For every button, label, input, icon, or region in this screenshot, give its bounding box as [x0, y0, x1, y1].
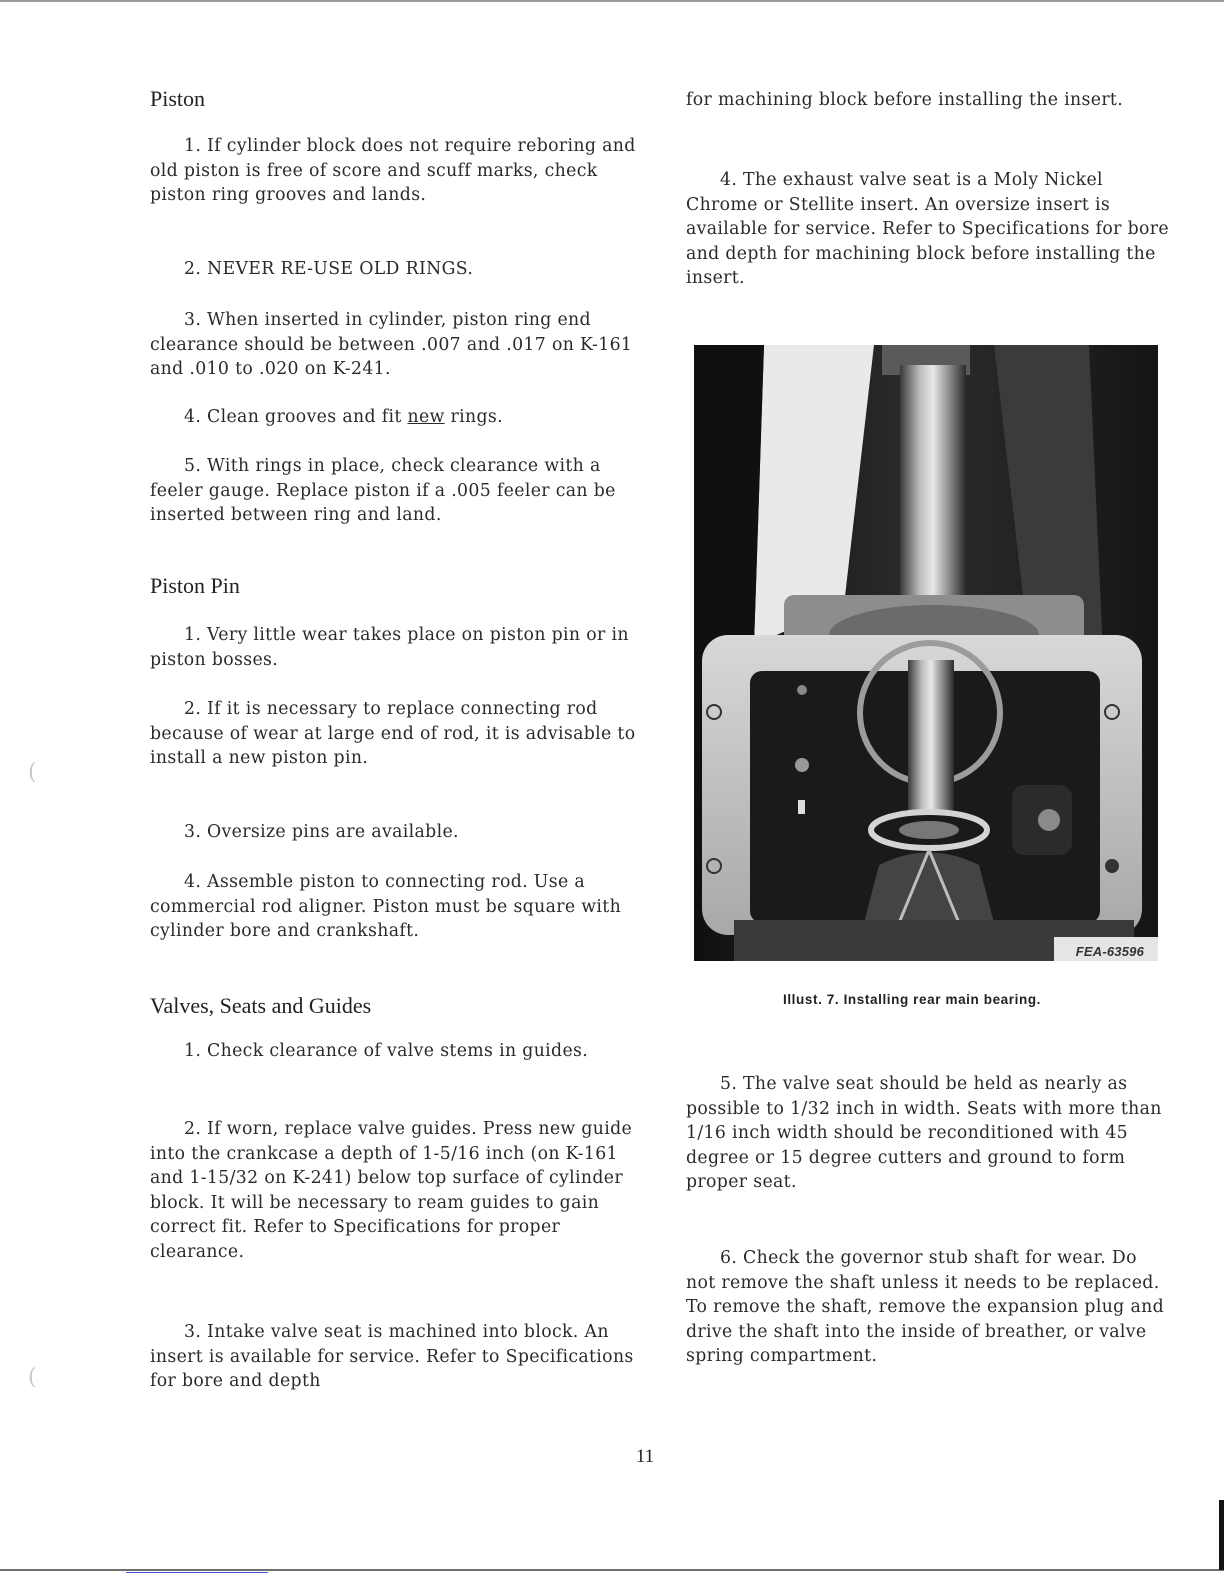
valves-item-6: 6. Check the governor stub shaft for wear. Do not remove the shaft unless it needs to be replaced. To remove the shaft, remove the expansion plug and drive the shaft into the inside of breather, or valve spring compartment.	[686, 1248, 1164, 1366]
valves-item-1: 1. Check clearance of valve stems in guides.	[184, 1041, 589, 1061]
piston-item-4-text: 4. Clean grooves and fit new rings.	[184, 407, 503, 427]
scan-artifact: (	[28, 1365, 37, 1390]
piston-item-4	[150, 405, 640, 430]
pin-item-3: 3. Oversize pins are available.	[184, 822, 459, 842]
valves-item-4: 4. The exhaust valve seat is a Moly Nickel Chrome or Stellite insert. An oversize insert is available for service. Refer to Specifications for bore and depth for machining block before installing the insert.	[686, 170, 1169, 288]
heading-piston: Piston	[150, 86, 206, 111]
pin-item-1: 1. Very little wear takes place on piston pin or in piston bosses.	[150, 625, 629, 670]
heading-valves: Valves, Seats and Guides	[150, 993, 372, 1018]
piston-item-2: 2. NEVER RE-USE OLD RINGS.	[184, 259, 474, 279]
figure-tag: FEA-63596	[1075, 944, 1144, 959]
valves-item-2: 2. If worn, replace valve guides. Press new guide into the crankcase a depth of 1-5/16 inch (on K-161 and 1-15/32 on K-241) below top surface of cylinder block. It will be necessary to ream guides to gain correct fit. Refer to Specifications for proper clearance.	[150, 1119, 633, 1262]
piston-item-5: 5. With rings in place, check clearance with a feeler gauge. Replace piston if a .005 feeler can be inserted between ring and land.	[150, 456, 616, 525]
heading-piston-pin: Piston Pin	[150, 573, 240, 598]
piston-item-3: 3. When inserted in cylinder, piston ring end clearance should be between .007 and .017 on K-161 and .010 to .020 on K-241.	[150, 310, 633, 379]
top-border	[0, 0, 1224, 2]
emphasis-new: new	[407, 407, 445, 427]
piston-item-1: 1. If cylinder block does not require reboring and old piston is free of score and scuff marks, check piston ring grooves and lands.	[150, 136, 636, 205]
valves-item-3: 3. Intake valve seat is machined into block. An insert is available for service. Refer to Specifications for bore and depth	[150, 1322, 634, 1391]
engine-photo	[694, 345, 1158, 961]
valves-item-5: 5. The valve seat should be held as nearly as possible to 1/32 inch in width. Seats with more than 1/16 inch width should be reconditioned with 45 degree or 15 degree cutters and ground to form proper seat.	[686, 1074, 1162, 1192]
pin-item-4: 4. Assemble piston to connecting rod. Use a commercial rod aligner. Piston must be square with cylinder bore and crankshaft.	[150, 872, 622, 941]
bottom-border	[0, 1569, 1224, 1571]
edge-bar	[1219, 1500, 1224, 1570]
crankcase-illustration	[694, 345, 1158, 961]
scan-artifact: (	[28, 760, 37, 785]
pin-item-2: 2. If it is necessary to replace connecting rod because of wear at large end of rod, it is advisable to install a new piston pin.	[150, 699, 636, 768]
page-number: 11	[635, 1446, 655, 1467]
bottom-underline	[126, 1572, 268, 1573]
figure-caption: Illust. 7. Installing rear main bearing.	[782, 992, 1042, 1007]
continued-text: for machining block before installing the insert.	[686, 90, 1124, 110]
